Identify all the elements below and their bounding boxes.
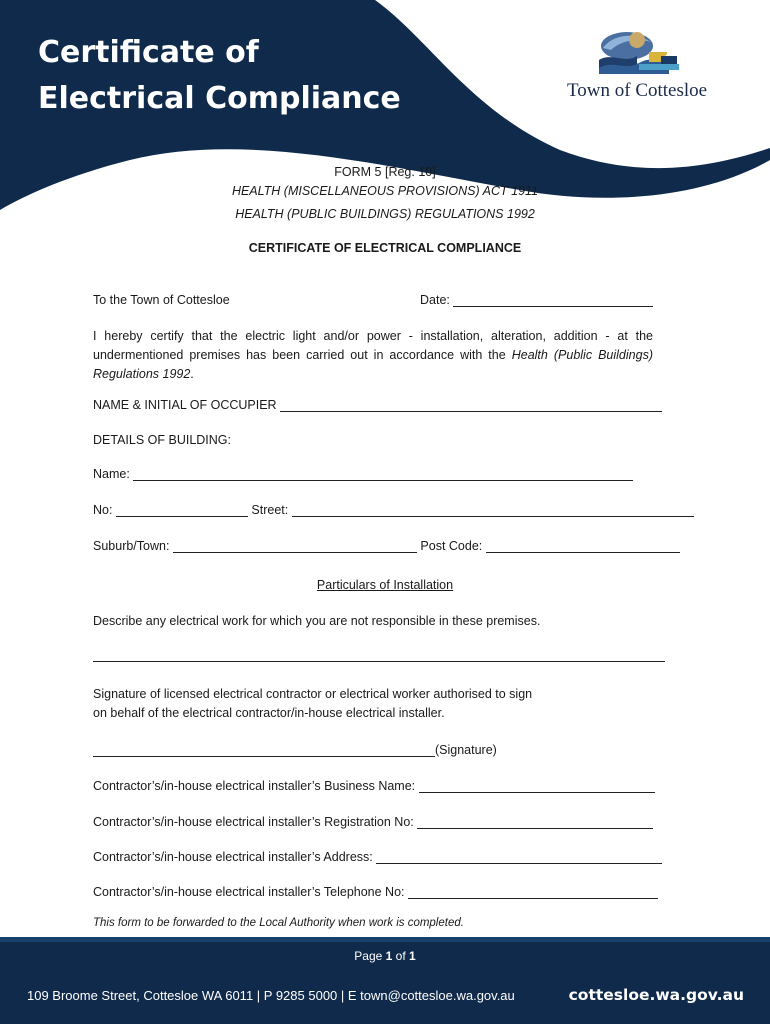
- signature-text-1: Signature of licensed electrical contractor or electrical worker authorised to sign: [93, 687, 533, 701]
- telephone-field[interactable]: [408, 885, 658, 899]
- page-of: of: [392, 949, 410, 963]
- title-line-2: Electrical Compliance: [38, 81, 401, 116]
- date-label: Date:: [420, 293, 450, 307]
- page-title: [38, 30, 401, 122]
- registration-field[interactable]: [417, 815, 653, 829]
- postcode-field[interactable]: [486, 539, 680, 553]
- occupier-field[interactable]: [280, 398, 662, 412]
- regulations-title: HEALTH (PUBLIC BUILDINGS) REGULATIONS 1992: [235, 207, 535, 221]
- registration-label: Contractor’s/in-house electrical installer’s Registration No:: [93, 815, 414, 829]
- contractor-address-field[interactable]: [376, 850, 662, 864]
- name-row: [93, 467, 633, 481]
- number-field[interactable]: [116, 503, 248, 517]
- telephone-label: Contractor’s/in-house electrical installer’s Telephone No:: [93, 885, 405, 899]
- business-label: Contractor’s/in-house electrical installer’s Business Name:: [93, 779, 416, 793]
- street-field[interactable]: [292, 503, 694, 517]
- title-line-1: Certificate of: [38, 35, 259, 70]
- certify-paragraph: [93, 327, 653, 384]
- signature-row: [93, 743, 497, 757]
- postcode-label: Post Code:: [420, 539, 483, 553]
- suburb-field[interactable]: [173, 539, 417, 553]
- logo-text: Town of Cottesloe: [567, 80, 708, 101]
- no-label: No:: [93, 503, 113, 517]
- footer-band: [0, 937, 770, 942]
- certify-regulations: Health (Public Buildings) Regulations 1992: [93, 348, 653, 381]
- certificate-heading: CERTIFICATE OF ELECTRICAL COMPLIANCE: [248, 241, 522, 255]
- certify-end: .: [190, 367, 194, 381]
- street-label: Street:: [251, 503, 289, 517]
- signature-paragraph: [93, 685, 653, 723]
- act-title: HEALTH (MISCELLANEOUS PROVISIONS) ACT 1911: [231, 184, 539, 198]
- date-field[interactable]: [453, 293, 653, 307]
- building-label: DETAILS OF BUILDING:: [93, 433, 231, 447]
- form-number: FORM 5 [Reg. 10]: [334, 165, 436, 179]
- footer: [0, 937, 770, 1024]
- footer-address: 109 Broome Street, Cottesloe WA 6011 | P 9285 5000 | E town@cottesloe.wa.gov.au: [27, 988, 515, 1003]
- occupier-label: NAME & INITIAL OF OCCUPIER: [93, 398, 277, 412]
- page-current: 1: [385, 949, 393, 963]
- describe-text: Describe any electrical work for which you are not responsible in these premises.: [93, 614, 541, 628]
- page-number: [0, 949, 770, 963]
- particulars-heading: Particulars of Installation: [316, 578, 454, 592]
- suburb-label: Suburb/Town:: [93, 539, 170, 553]
- describe-row: [93, 648, 665, 662]
- signature-text-2: on behalf of the electrical contractor/in-house electrical installer.: [93, 706, 445, 720]
- registration-row: [93, 815, 653, 829]
- building-name-field[interactable]: [133, 467, 633, 481]
- business-field[interactable]: [419, 779, 655, 793]
- suburb-row: [93, 539, 680, 553]
- recipient-text: To the Town of Cottesloe: [93, 293, 230, 307]
- footer-website-link[interactable]: cottesloe.wa.gov.au: [568, 986, 744, 1004]
- signature-field[interactable]: [93, 743, 435, 757]
- describe-field[interactable]: [93, 648, 665, 662]
- telephone-row: [93, 885, 658, 899]
- name-label: Name:: [93, 467, 130, 481]
- page-total: 1: [409, 949, 416, 963]
- certify-text: I hereby certify that the electric light and/or power - installation, alteration, addition - at the undermentioned premises has been carried out in accordance with the: [93, 329, 653, 362]
- occupier-row: [93, 398, 662, 412]
- forwarding-note: This form to be forwarded to the Local Authority when work is completed.: [93, 917, 464, 929]
- date-row: [420, 293, 653, 307]
- contractor-address-label: Contractor’s/in-house electrical installer’s Address:: [93, 850, 373, 864]
- page-prefix: Page: [354, 949, 386, 963]
- signature-label: (Signature): [435, 743, 497, 757]
- business-row: [93, 779, 655, 793]
- address-row: [93, 503, 694, 517]
- contractor-address-row: [93, 850, 662, 864]
